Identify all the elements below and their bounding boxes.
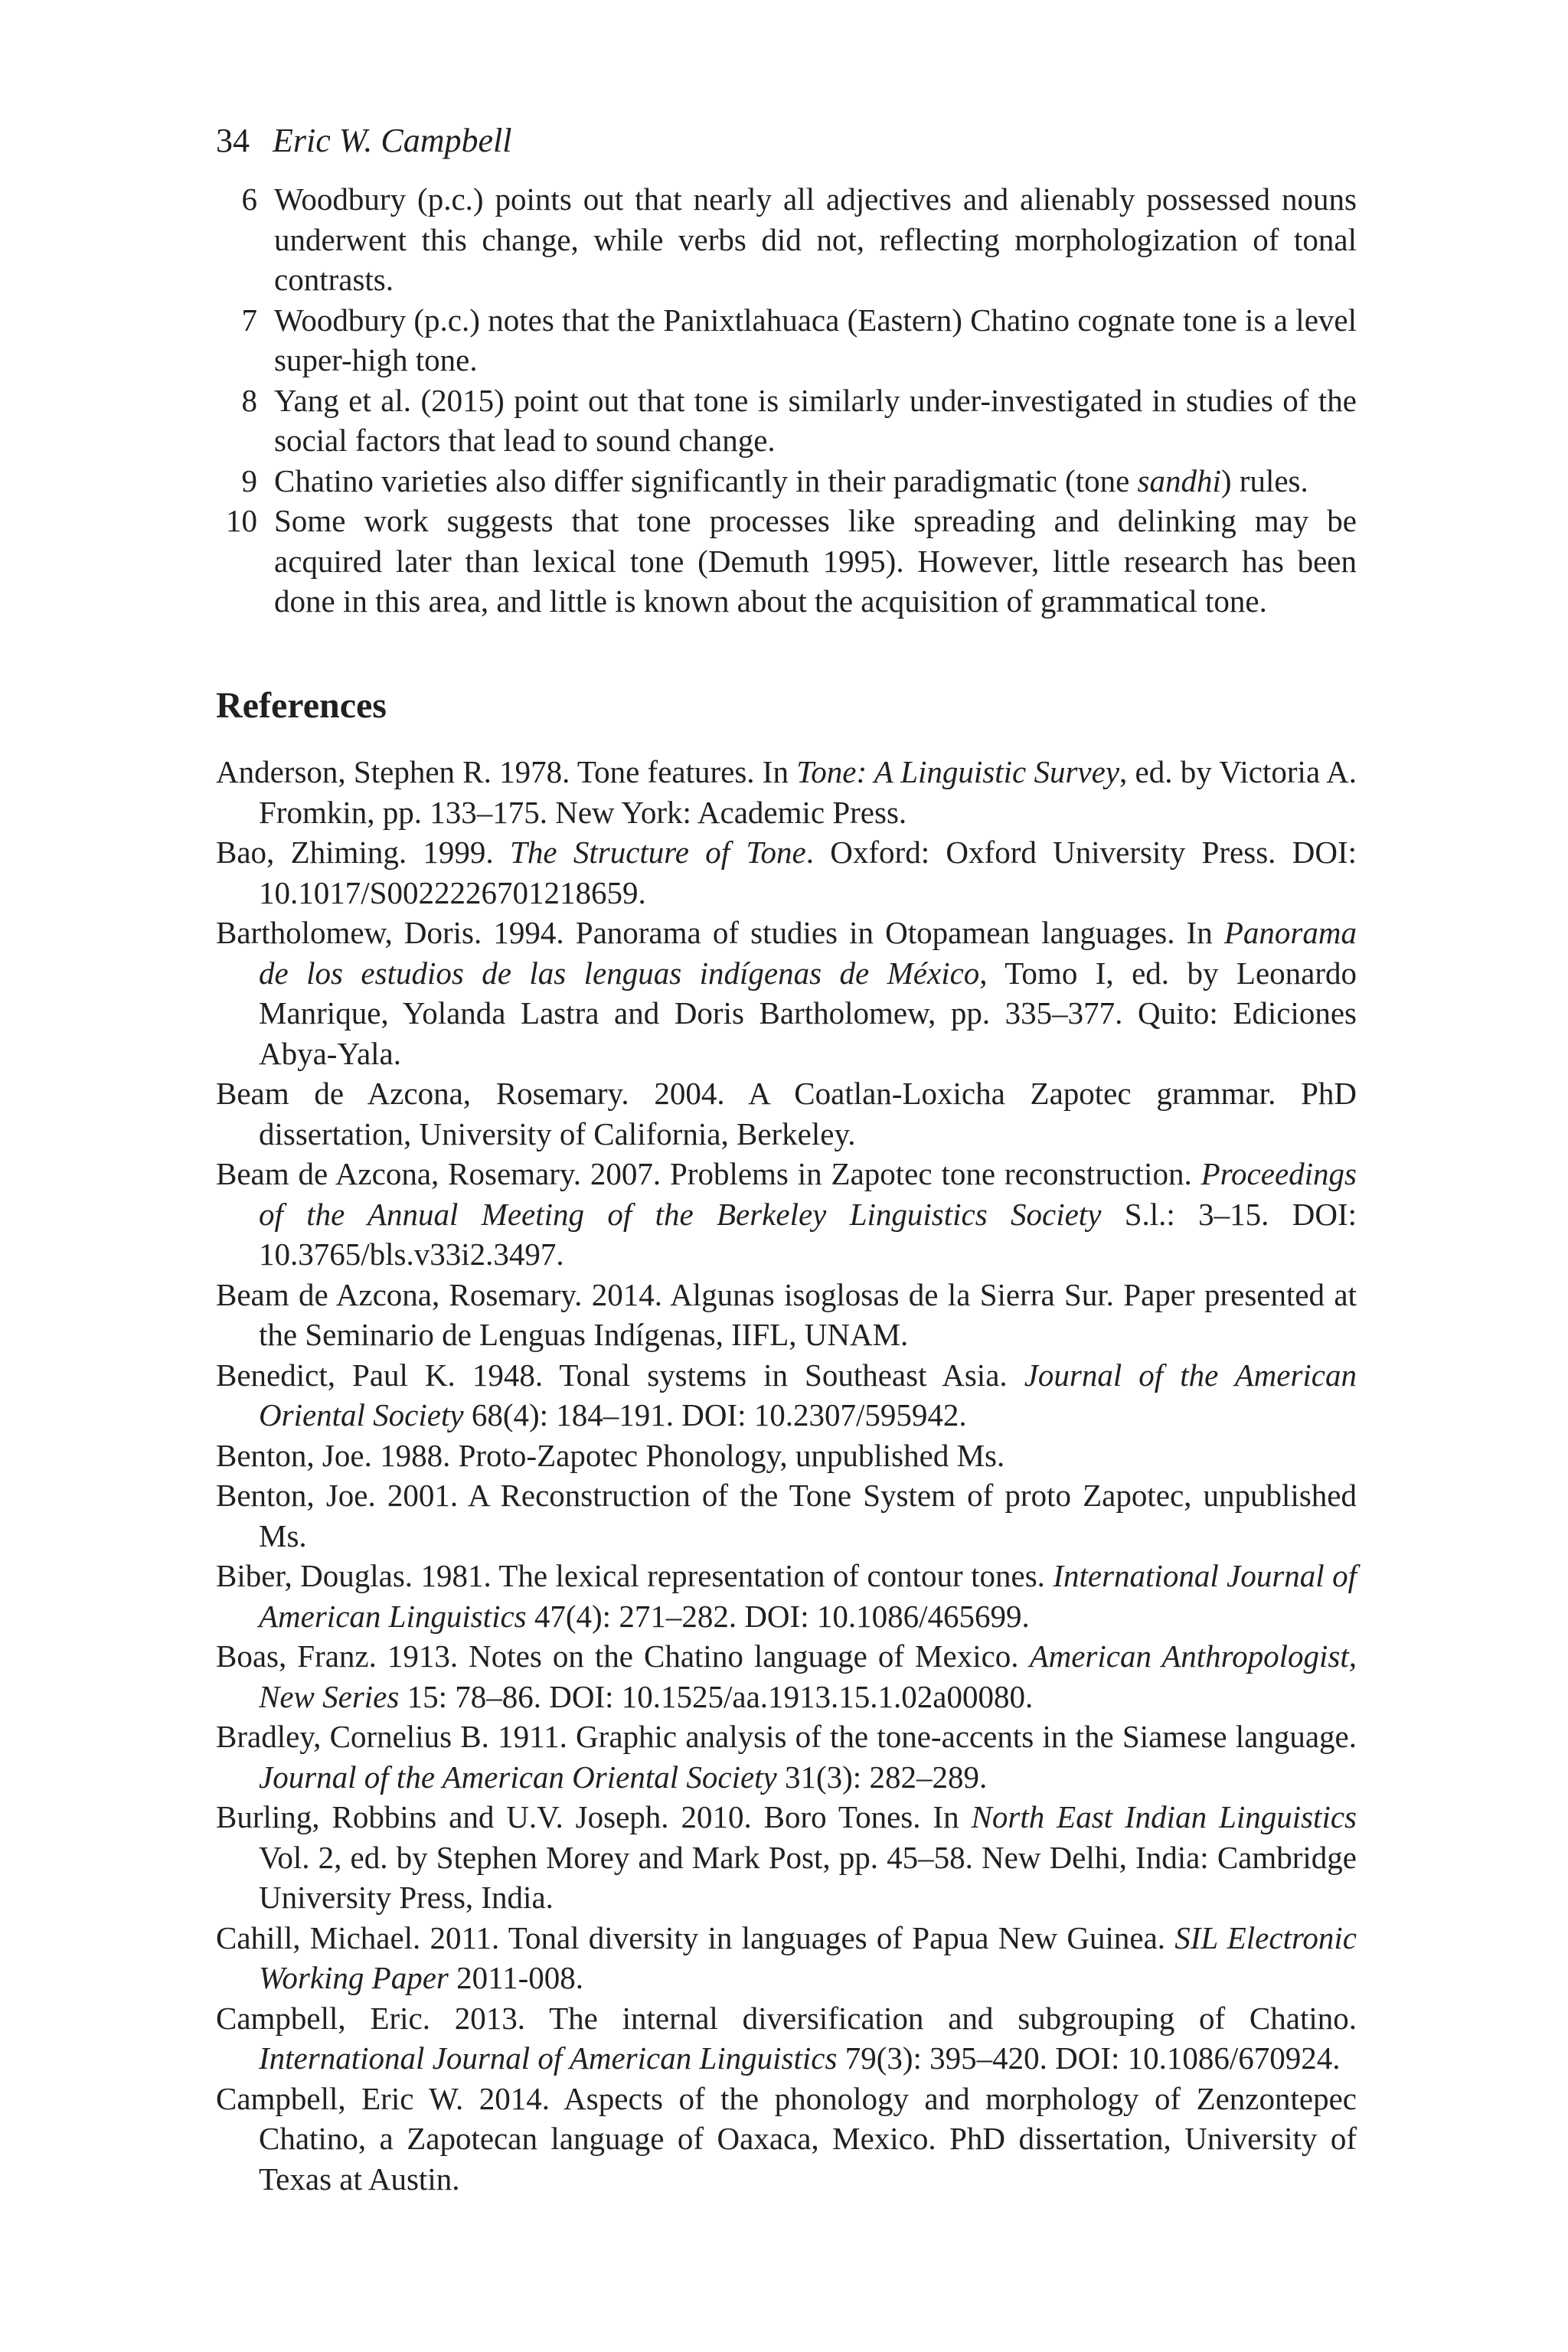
endnote-italic-term: sandhi <box>1137 462 1221 498</box>
reference-text: Beam de Azcona, Rosemary. 2007. Problems in Zapotec tone reconstruction. <box>216 1156 1201 1191</box>
endnote-text-part: Chatino varieties also differ significantly in their paradigmatic (tone <box>274 462 1138 498</box>
reference-entry <box>216 1275 1357 1355</box>
reference-entry <box>216 1918 1357 1998</box>
reference-text: Beam de Azcona, Rosemary. 2004. A Coatlan-Loxicha Zapotec grammar. PhD dissertation, University of California, Berkeley. <box>216 1076 1357 1152</box>
endnote <box>216 179 1357 300</box>
reference-text: Campbell, Eric. 2013. The internal diversification and subgrouping of Chatino. <box>216 2000 1357 2036</box>
running-head-author: Eric W. Campbell <box>273 122 512 159</box>
reference-italic-title: Panorama de los estudios de las lenguas indígenas de México <box>259 915 1357 991</box>
reference-entry <box>216 1154 1357 1275</box>
references-heading: References <box>216 685 387 726</box>
reference-entry <box>216 1556 1357 1636</box>
reference-text: 79(3): 395–420. DOI: 10.1086/670924. <box>837 2040 1341 2076</box>
endnote-text: Some work suggests that tone processes like spreading and delinking may be acquired later than lexical tone (Demuth 1995). However, little research has been done in this area, and little is known about the acquisition of grammatical tone. <box>274 503 1357 619</box>
reference-text: 31(3): 282–289. <box>776 1759 988 1795</box>
reference-text: Bao, Zhiming. 1999. <box>216 835 511 870</box>
reference-entry <box>216 1436 1357 1476</box>
reference-entry <box>216 1636 1357 1717</box>
reference-text: , ed. by Victoria A. Fromkin, pp. 133–175. New York: Academic Press. <box>259 754 1357 830</box>
endnote-number: 10 <box>226 503 257 538</box>
reference-text: Vol. 2, ed. by Stephen Morey and Mark Post, pp. 45–58. New Delhi, India: Cambridge University Press, India. <box>259 1839 1357 1915</box>
reference-text: Cahill, Michael. 2011. Tonal diversity in languages of Papua New Guinea. <box>216 1919 1175 1955</box>
reference-entry <box>216 1797 1357 1918</box>
reference-italic-title: Journal of the American Oriental Society <box>259 1759 777 1795</box>
reference-text: Benton, Joe. 2001. A Reconstruction of the Tone System of proto Zapotec, unpublished Ms. <box>216 1478 1357 1553</box>
endnote-number: 7 <box>241 302 257 338</box>
endnote-text: Woodbury (p.c.) points out that nearly all adjectives and alienably possessed nouns underwent this change, while verbs did not, reflecting morphologization of tonal contrasts. <box>274 181 1357 297</box>
reference-entry <box>216 1475 1357 1556</box>
reference-text: Burling, Robbins and U.V. Joseph. 2010. Boro Tones. In <box>216 1799 972 1834</box>
reference-text: Campbell, Eric W. 2014. Aspects of the phonology and morphology of Zenzontepec Chatino, a Zapotecan language of Oaxaca, Mexico. PhD dissertation, University of Texas at Austin. <box>216 2080 1357 2197</box>
reference-entry <box>216 832 1357 913</box>
reference-italic-title: International Journal of American Linguistics <box>259 1558 1357 1634</box>
running-head <box>216 119 511 162</box>
reference-italic-title: The Structure of Tone <box>510 835 806 870</box>
endnote <box>216 381 1357 461</box>
reference-text: S.l.: 3–15. DOI: 10.3765/bls.v33i2.3497. <box>259 1196 1357 1272</box>
reference-text: 68(4): 184–191. DOI: 10.2307/595942. <box>463 1397 967 1432</box>
reference-entry <box>216 2079 1357 2200</box>
endnote <box>216 501 1357 622</box>
reference-text: Bartholomew, Doris. 1994. Panorama of studies in Otopamean languages. In <box>216 915 1224 950</box>
reference-text: 15: 78–86. DOI: 10.1525/aa.1913.15.1.02a00080. <box>399 1678 1034 1714</box>
endnote <box>216 461 1357 501</box>
reference-entry <box>216 1717 1357 1797</box>
endnote-number: 9 <box>241 462 257 498</box>
reference-text: Anderson, Stephen R. 1978. Tone features. In <box>216 754 797 789</box>
reference-italic-title: SIL Electronic Working Paper <box>259 1919 1357 1995</box>
endnote-number: 6 <box>241 181 257 217</box>
reference-text: Benton, Joe. 1988. Proto-Zapotec Phonology, unpublished Ms. <box>216 1437 1005 1473</box>
reference-italic-title: Tone: A Linguistic Survey <box>796 754 1120 789</box>
reference-text: 2011-008. <box>448 1960 584 1995</box>
reference-text: Beam de Azcona, Rosemary. 2014. Algunas isoglosas de la Sierra Sur. Paper presented at the Seminario de Lenguas Indígenas, IIFL, UNAM. <box>216 1276 1357 1352</box>
endnote-text: Yang et al. (2015) point out that tone is similarly under-investigated in studies of the social factors that lead to sound change. <box>274 382 1357 458</box>
reference-list <box>216 752 1357 2199</box>
endnote-number: 8 <box>241 382 257 418</box>
reference-italic-title: North East Indian Linguistics <box>971 1799 1357 1834</box>
reference-entry <box>216 752 1357 832</box>
reference-entry <box>216 1355 1357 1436</box>
endnote-text-part: ) rules. <box>1220 462 1308 498</box>
reference-italic-title: Journal of the American Oriental Society <box>259 1357 1357 1432</box>
endnotes <box>216 179 1357 622</box>
reference-italic-title: International Journal of American Linguistics <box>259 2040 838 2076</box>
reference-italic-title: Proceedings of the Annual Meeting of the Berkeley Linguistics Society <box>259 1156 1357 1232</box>
endnote <box>216 300 1357 381</box>
reference-text: 47(4): 271–282. DOI: 10.1086/465699. <box>526 1598 1030 1634</box>
reference-text: Biber, Douglas. 1981. The lexical representation of contour tones. <box>216 1558 1054 1593</box>
reference-entry <box>216 1073 1357 1154</box>
reference-text: , Tomo I, ed. by Leonardo Manrique, Yolanda Lastra and Doris Bartholomew, pp. 335–377. Quito: Ediciones Abya-Yala. <box>259 955 1357 1071</box>
reference-text: Benedict, Paul K. 1948. Tonal systems in Southeast Asia. <box>216 1357 1024 1393</box>
reference-entry <box>216 913 1357 1073</box>
page-number: 34 <box>216 122 250 159</box>
endnote-text <box>274 463 1308 498</box>
reference-text: Bradley, Cornelius B. 1911. Graphic analysis of the tone-accents in the Siamese language. <box>216 1719 1357 1754</box>
reference-text: . Oxford: Oxford University Press. DOI: 10.1017/S0022226701218659. <box>259 835 1357 910</box>
reference-entry <box>216 1998 1357 2079</box>
endnote-text: Woodbury (p.c.) notes that the Panixtlahuaca (Eastern) Chatino cognate tone is a level super-high tone. <box>274 302 1357 377</box>
reference-text: Boas, Franz. 1913. Notes on the Chatino language of Mexico. <box>216 1638 1030 1674</box>
reference-italic-title: American Anthropologist, New Series <box>259 1638 1357 1714</box>
